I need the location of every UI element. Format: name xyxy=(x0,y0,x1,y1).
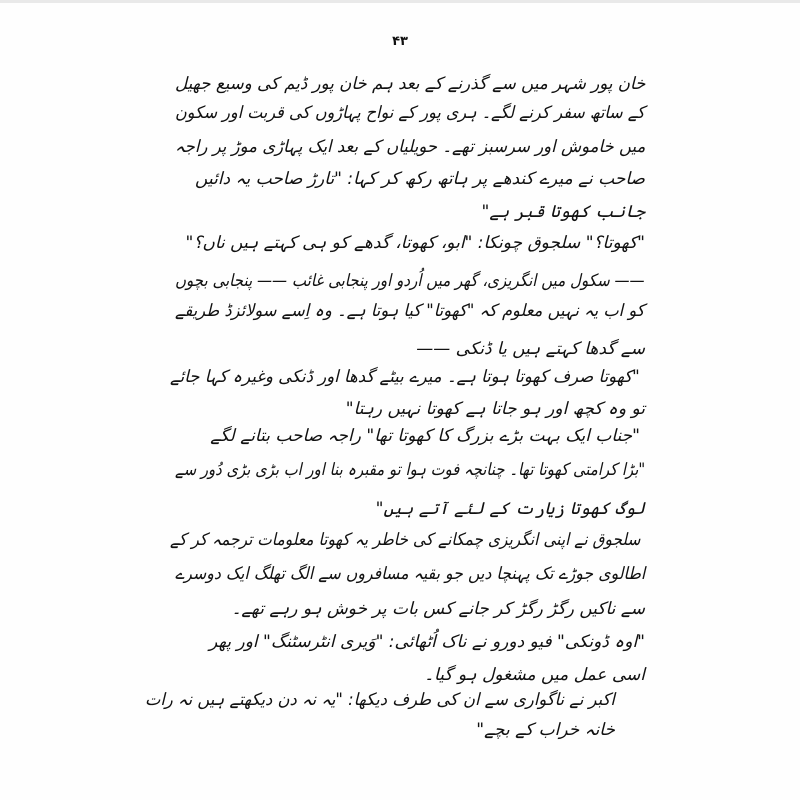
text-line: کے ساتھ سفر کرنے لگے۔ ہری پور کے نواح پہاڑوں کی قربت اور سکون xyxy=(175,103,645,123)
text-line: "بڑا کرامتی کھوتا تھا۔ چنانچہ فوت ہوا تو مقبرہ بنا اور اب بڑی بڑی دُور سے xyxy=(174,460,645,480)
text-line: سلجوق نے اپنی انگریزی چمکانے کی خاطر یہ کھوتا معلومات ترجمہ کر کے xyxy=(169,530,640,550)
text-line: لوگ کھوتا زیارت کے لئے آتے ہیں" xyxy=(375,499,645,519)
text-line: سے ناکیں رگڑ رگڑ کر جانے کس بات پر خوش ہو رہے تھے۔ xyxy=(231,599,645,619)
page-number: ۴۳ xyxy=(392,34,408,49)
text-line: میں خاموش اور سرسبز تھے۔ حویلیاں کے بعد ایک پہاڑی موڑ پر راجہ xyxy=(174,137,645,157)
text-line: خان پور شہر میں سے گذرنے کے بعد ہم خان پور ڈیم کی وسیع جھیل xyxy=(174,74,645,94)
scan-edge xyxy=(0,0,800,3)
text-line: اسی عمل میں مشغول ہو گیا۔ xyxy=(424,665,645,685)
text-line: "اوہ ڈونکی" فیو دورو نے ناک اُٹھائی: "وَیری انٹرسٹنگ" اور پھر xyxy=(209,632,645,652)
text-line: اطالوی جوڑے تک پہنچا دیں جو بقیہ مسافروں سے الگ تھلگ ایک دوسرے xyxy=(174,564,645,584)
text-line: سے گدھا کہتے ہیں یا ڈنکی —— xyxy=(416,339,645,359)
text-line: "کھوتا؟" سلجوق چونکا: "ابو، کھوتا، گدھے کو ہی کہتے ہیں ناں؟" xyxy=(185,233,645,253)
text-line: "جناب ایک بہت بڑے بزرگ کا کھوتا تھا" راجہ صاحب بتانے لگے xyxy=(210,426,640,446)
text-line: کو اب یہ نہیں معلوم کہ "کھوتا" کیا ہوتا ہے۔ وہ اِسے سولائزڈ طریقے xyxy=(175,301,645,321)
text-line: اکبر نے ناگواری سے ان کی طرف دیکھا: "یہ نہ دن دیکھتے ہیں نہ رات xyxy=(145,690,615,710)
text-line: جانب کھوتا قبر ہے" xyxy=(481,202,645,222)
text-line: خانہ خراب کے بچے" xyxy=(476,720,615,740)
text-line: —— سکول میں انگریزی، گھر میں اُردو اور پنجابی غائب —— پنجابی بچوں xyxy=(175,271,645,291)
text-line: تو وہ کچھ اور ہو جاتا ہے کھوتا نہیں رہتا" xyxy=(345,399,645,419)
text-line: صاحب نے میرے کندھے پر ہاتھ رکھ کر کہا: "تارڑ صاحب یہ دائیں xyxy=(195,169,645,189)
text-line: "کھوتا صرف کھوتا ہوتا ہے۔ میرے بیٹے گدھا اور ڈنکی وغیرہ کہا جائے xyxy=(170,367,640,387)
